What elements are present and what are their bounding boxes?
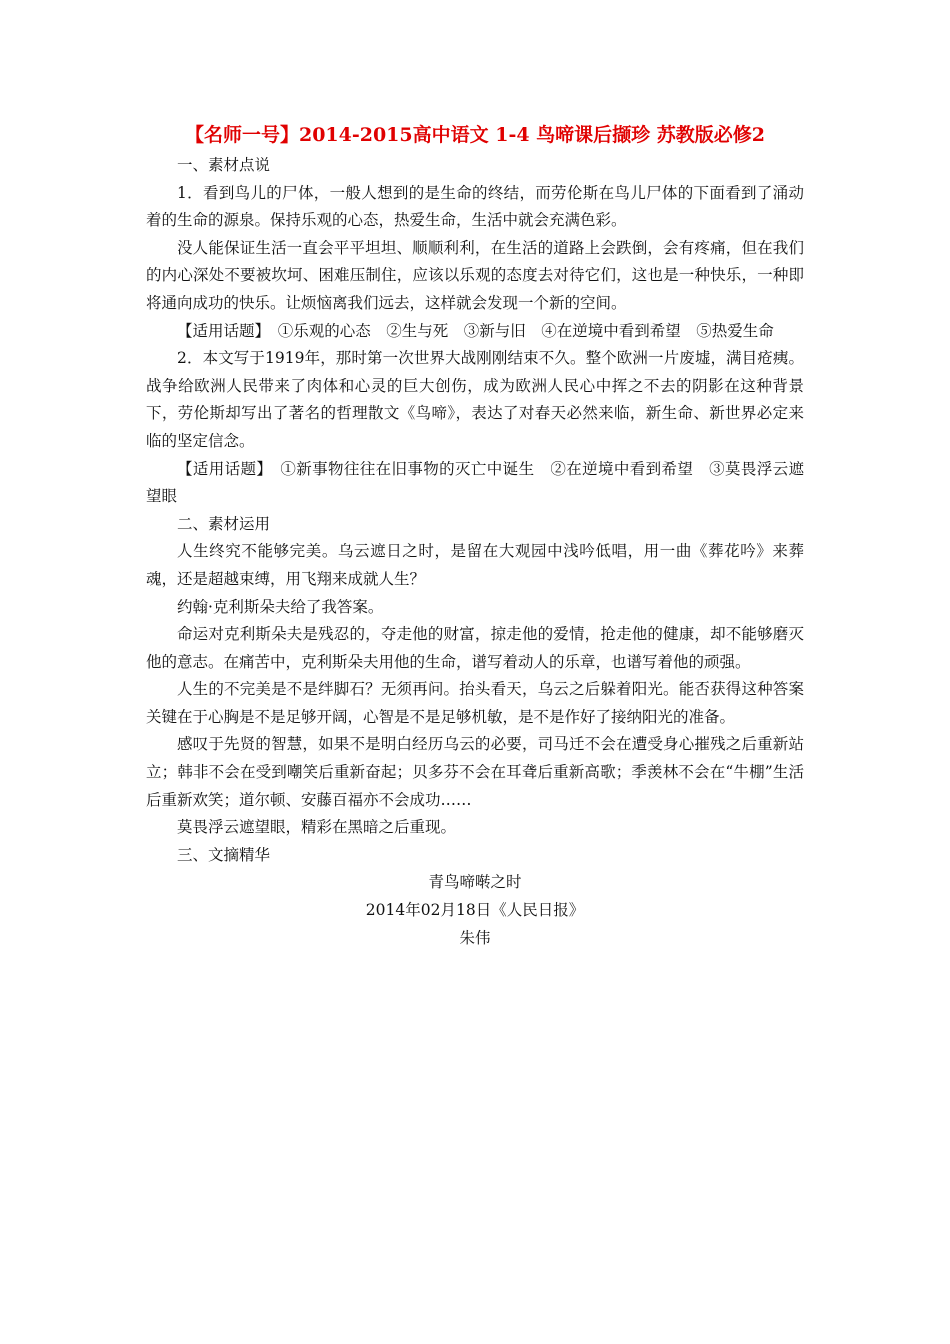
- paragraph: 约翰·克利斯朵夫给了我答案。: [177, 597, 384, 616]
- paragraph: 莫畏浮云遮望眼，精彩在黑暗之后重现。: [177, 818, 457, 837]
- paragraph: 人生的不完美是不是绊脚石？无须再问。抬头看天，乌云之后躲着阳光。能否获得这种答案关键在于心胸是不是足够开阔，心智是不是足够机敏，是不是作好了接纳阳光的准备。: [146, 680, 804, 726]
- paragraph: 2．本文写于1919年，那时第一次世界大战刚刚结束不久。整个欧洲一片废墟，满目疮痍。战争给欧洲人民带来了肉体和心灵的巨大创伤，成为欧洲人民心中挥之不去的阴影在这种背景下，劳伦斯却写出了著名的哲理散文《鸟啼》，表达了对春天必然来临，新生命、新世界必定来临的坚定信念。: [146, 349, 804, 450]
- document-body: [146, 152, 804, 952]
- article-title: 青鸟啼啭之时: [428, 873, 522, 892]
- article-author: 朱伟: [459, 928, 491, 947]
- topics-line: 【适用话题】 ①乐观的心态 ②生与死 ③新与旧 ④在逆境中看到希望 ⑤热爱生命: [177, 321, 774, 340]
- paragraph: 感叹于先贤的智慧，如果不是明白经历乌云的必要，司马迁不会在遭受身心摧残之后重新站立；韩非不会在受到嘲笑后重新奋起；贝多芬不会在耳聋后重新高歌；季羡林不会在“牛棚”生活后重新欢笑；道尔顿、安藤百福亦不会成功……: [146, 735, 804, 809]
- section-heading-1: 一、素材点说: [177, 156, 271, 174]
- paragraph: 没人能保证生活一直会平平坦坦、顺顺利利，在生活的道路上会跌倒，会有疼痛，但在我们的内心深处不要被坎坷、困难压制住，应该以乐观的态度去对待它们，这也是一种快乐，一种即将通向成功的快乐。让烦恼离我们远去，这样就会发现一个新的空间。: [146, 238, 804, 312]
- paragraph: 人生终究不能够完美。乌云遮日之时，是留在大观园中浅吟低唱，用一曲《葬花吟》来葬魂，还是超越束缚，用飞翔来成就人生？: [146, 542, 804, 588]
- section-heading-3: 三、文摘精华: [177, 845, 271, 864]
- paragraph: 命运对克利斯朵夫是残忍的，夺走他的财富，掠走他的爱情，抢走他的健康，却不能够磨灭他的意志。在痛苦中，克利斯朵夫用他的生命，谱写着动人的乐章，也谱写着他的顽强。: [146, 625, 804, 671]
- article-source: 2014年02月18日《人民日报》: [365, 901, 585, 920]
- section-heading-2: 二、素材运用: [177, 514, 271, 533]
- paragraph: 1．看到鸟儿的尸体，一般人想到的是生命的终结，而劳伦斯在鸟儿尸体的下面看到了涌动着的生命的源泉。保持乐观的心态，热爱生命，生活中就会充满色彩。: [146, 183, 804, 230]
- document-title: 【名师一号】2014-2015高中语文 1-4 鸟啼课后撷珍 苏教版必修2: [184, 124, 766, 146]
- topics-line: 【适用话题】 ①新事物往往在旧事物的灭亡中诞生 ②在逆境中看到希望 ③莫畏浮云遮望眼: [146, 459, 804, 506]
